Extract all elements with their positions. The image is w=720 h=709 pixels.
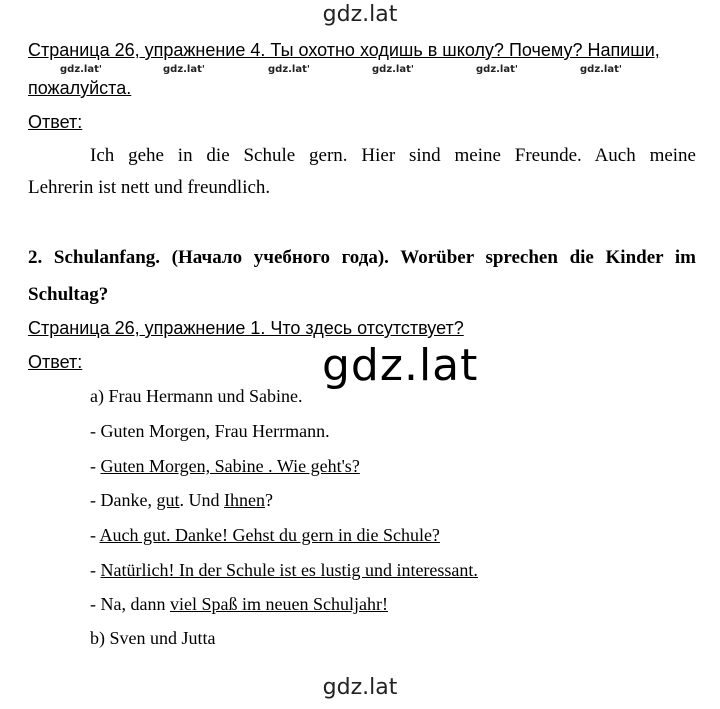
dialog-line-2 [90,456,360,477]
answer-text: Ich gehe in die Schule gern. Hier sind meine Freunde. Auch meine [90,145,696,166]
text: - Danke, [90,490,157,510]
dialog-line-3 [90,490,273,511]
dash: - [90,560,101,580]
watermark-small: gdz.lat' [268,64,310,75]
exercise1-answer-line2: Lehrerin ist nett und freundlich. [28,177,271,198]
filled-answer: Ihnen [224,490,265,510]
dash: - [90,525,100,545]
watermark-bottom: gdz.lat [322,675,398,700]
watermark-small: gdz.lat' [372,64,414,75]
filled-answer: viel Spaß im neuen Schuljahr! [169,594,388,614]
watermark-small: gdz.lat' [476,64,518,75]
watermark-middle: gdz.lat [322,340,479,391]
section2-answer-label: Ответ: [28,352,83,372]
text: . Und [179,490,224,510]
watermark-top: gdz.lat [322,2,398,27]
watermark-small: gdz.lat' [60,64,102,75]
section2-heading-line1: 2. Schulanfang. (Начало учебного года). Worüber sprechen die Kinder im [28,247,696,268]
dialog-line-1: - Guten Morgen, Frau Herrmann. [90,421,330,441]
text: - Na, dann [90,594,170,614]
dialog-line-4 [90,525,440,546]
section2-heading-line2: Schultag? [28,284,109,305]
exercise1-answer-line1 [28,145,696,167]
dialog-line-a: a) Frau Hermann und Sabine. [90,386,303,406]
filled-answer: Guten Morgen, Sabine . Wie geht's? [100,456,360,476]
dialog-line-5 [90,560,478,581]
filled-answer: Auch gut. Danke! Gehst du gern in die Schule? [99,525,440,545]
watermark-small: gdz.lat' [580,64,622,75]
dialog-line-b: b) Sven und Jutta [90,628,216,648]
exercise1-task-line2: пожалуйста. [28,78,132,98]
exercise1-answer-label: Ответ: [28,112,83,132]
text: ? [264,490,273,510]
dash: - [90,456,101,476]
watermark-small: gdz.lat' [163,64,205,75]
dialog-line-6 [90,594,388,615]
exercise1-task-line1: Страница 26, упражнение 4. Ты охотно ходишь в школу? Почему? Напиши, [28,40,660,60]
filled-answer: Natürlich! In der Schule ist es lustig und interessant. [100,560,478,580]
section2-task: Страница 26, упражнение 1. Что здесь отсутствует? [28,318,464,338]
filled-answer: gut [156,490,180,510]
